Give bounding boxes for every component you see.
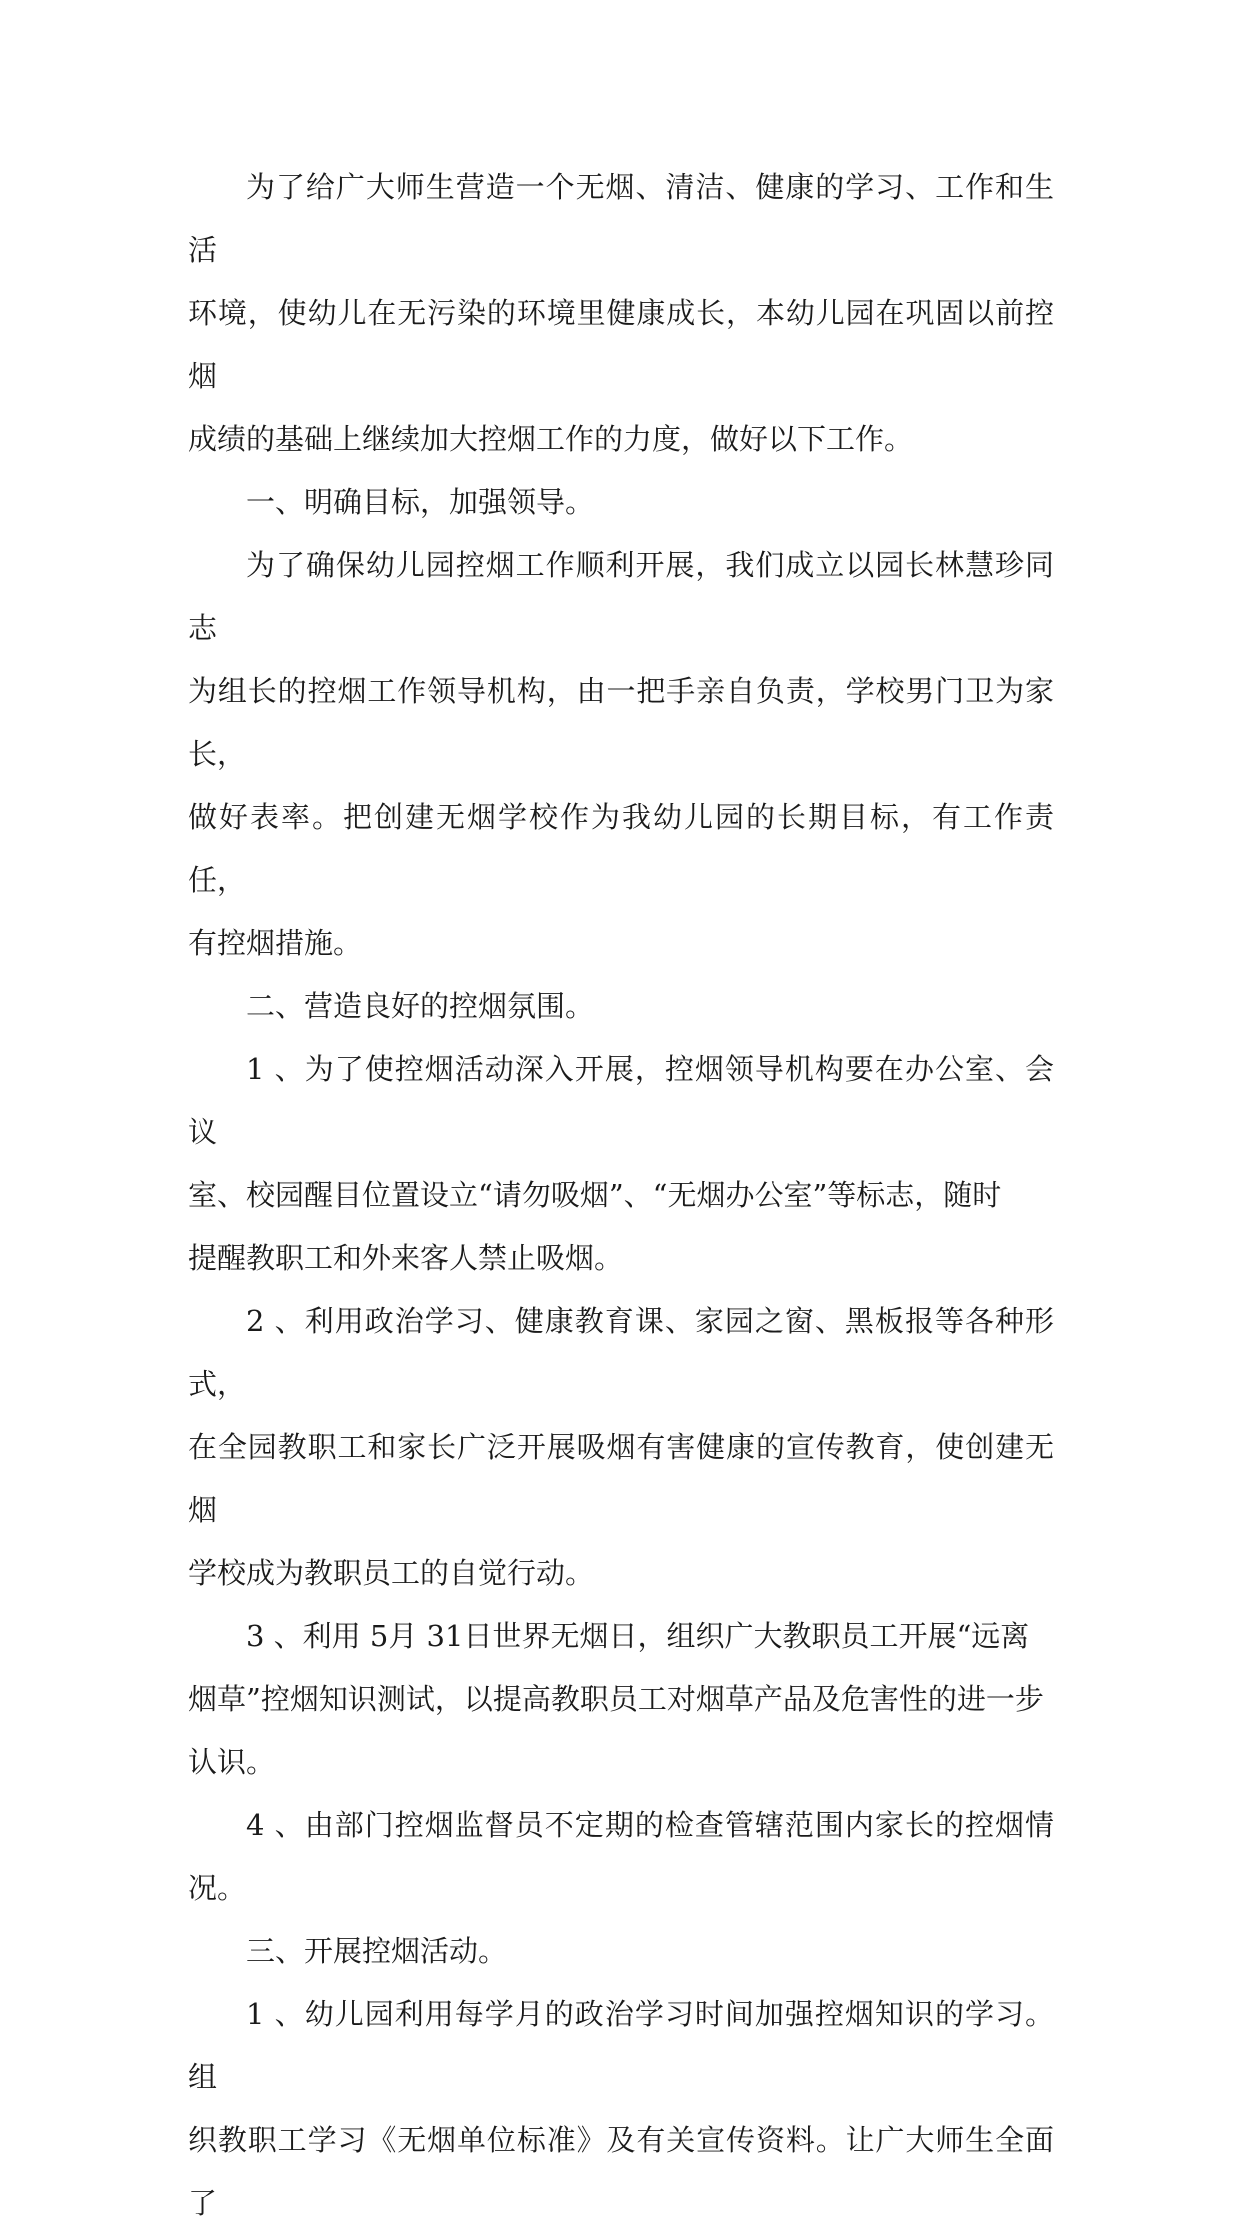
- section-heading-2: [188, 975, 1054, 1038]
- list-item-2-3: [188, 1605, 1054, 1794]
- list-item-2-1: [188, 1038, 1054, 1290]
- text-line: 在全园教职工和家长广泛开展吸烟有害健康的宣传教育，使创建无烟: [188, 1430, 1054, 1527]
- heading-text: 三、开展控烟活动。: [246, 1934, 508, 1968]
- text-line: 为了给广大师生营造一个无烟、清洁、健康的学习、工作和生活: [188, 170, 1054, 267]
- text-line: 1 、幼儿园利用每学月的政治学习时间加强控烟知识的学习。组: [188, 1997, 1054, 2094]
- document-body: [188, 156, 1054, 2235]
- section-1-paragraph: [188, 534, 1054, 975]
- text-line: 学校成为教职员工的自觉行动。: [188, 1556, 595, 1590]
- text-line: 成绩的基础上继续加大控烟工作的力度，做好以下工作。: [188, 422, 914, 456]
- section-heading-3: [188, 1920, 1054, 1983]
- text-line: 1 、为了使控烟活动深入开展，控烟领导机构要在办公室、会议: [188, 1052, 1054, 1149]
- text-line: 2 、利用政治学习、健康教育课、家园之窗、黑板报等各种形式，: [188, 1304, 1054, 1401]
- text-line: 4 、由部门控烟监督员不定期的检查管辖范围内家长的控烟情况。: [188, 1808, 1054, 1905]
- text-line: 有控烟措施。: [188, 926, 363, 960]
- text-line: 提醒教职工和外来客人禁止吸烟。: [188, 1241, 624, 1275]
- text-line: 做好表率。把创建无烟学校作为我幼儿园的长期目标，有工作责任，: [188, 800, 1054, 897]
- text-line: 为组长的控烟工作领导机构，由一把手亲自负责，学校男门卫为家长，: [188, 674, 1054, 771]
- text-line: 烟草”控烟知识测试，以提高教职员工对烟草产品及危害性的进一步: [188, 1682, 1044, 1716]
- text-line: 环境，使幼儿在无污染的环境里健康成长，本幼儿园在巩固以前控烟: [188, 296, 1054, 393]
- list-item-3-1: [188, 1983, 1054, 2235]
- heading-text: 二、营造良好的控烟氛围。: [246, 989, 595, 1023]
- section-heading-1: [188, 471, 1054, 534]
- text-line: 织教职工学习《无烟单位标准》及有关宣传资料。让广大师生全面了: [188, 2123, 1054, 2220]
- intro-paragraph: [188, 156, 1054, 471]
- list-item-2-2: [188, 1290, 1054, 1605]
- list-item-2-4: [188, 1794, 1054, 1920]
- text-line: 认识。: [188, 1745, 276, 1779]
- heading-text: 一、明确目标，加强领导。: [246, 485, 595, 519]
- text-line: 室、校园醒目位置设立“请勿吸烟”、“无烟办公室”等标志，随时: [188, 1178, 1002, 1212]
- text-line: 为了确保幼儿园控烟工作顺利开展，我们成立以园长林慧珍同志: [188, 548, 1054, 645]
- text-line: 3 、利用 5月 31日世界无烟日，组织广大教职员工开展“远离: [246, 1619, 1030, 1653]
